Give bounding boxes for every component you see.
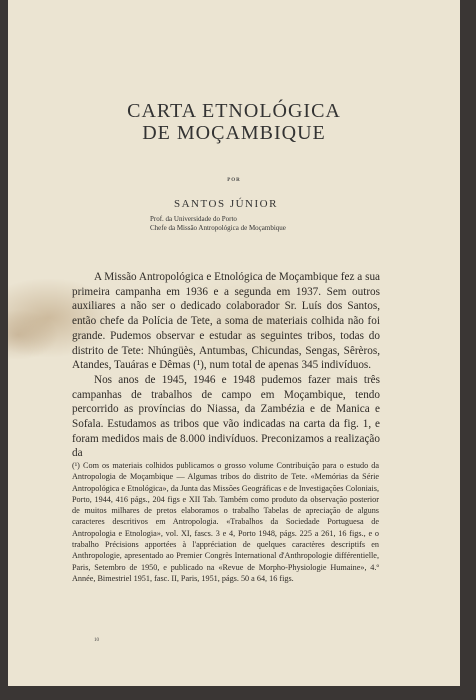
- title-line-2: DE MOÇAMBIQUE: [142, 122, 326, 144]
- footnote: (¹) Com os materiais colhidos publicamos o grosso volume Contribuição para o estudo da Antropologia de Moçambique — Algumas tribos do distrito de Tete. «Memórias da Série Antropológica e Etnológica», da Junta das Missões Geográficas e de Investigações Coloniais, Porto, 1944, 416 págs., 204 figs e XII Tab. Também como produto da observação posterior de muitos milhares de pretos elaboramos o trabalho Tabelas de apreciação de alguns caracteres descritivos em Antropologia. «Trabalhos da Sociedade Portuguesa de Antropologia e Etnologia», vol. XI, fascs. 3 e 4, Porto 1948, págs. 225 a 261, 16 figs., e o trabalho Précisions apportées à l'appréciation de quelques caractères descriptifs en Anthropologie, apresentado ao Premier Congrès International d'Anthropologie différentielle, Paris, Setembro de 1950, e publicado na «Revue de Morpho-Physiologie Humaine», 4.º Année, Bimestriel 1951, fasc. II, Paris, 1951, págs. 50 a 64, 16 figs.: [72, 461, 379, 583]
- body-text: [72, 270, 380, 461]
- author-affiliation-1: Prof. da Universidade do Porto: [150, 215, 237, 223]
- author-name: SANTOS JÚNIOR: [174, 198, 278, 210]
- title-line-1: CARTA ETNOLÓGICA: [127, 100, 341, 122]
- paragraph-2: Nos anos de 1945, 1946 e 1948 pudemos fazer mais três campanhas de trabalhos de campo em Moçambique, tendo percorrido as províncias do Niassa, da Zambézia e de Manica e Sofala. Estudamos as tribos que vão indicadas na carta da fig. 1, e foram medidos mais de 8.000 indivíduos. Preconizamos a realização da: [72, 373, 380, 460]
- page-number: 10: [94, 638, 99, 643]
- paragraph-1: A Missão Antropológica e Etnológica de Moçambique fez a sua primeira campanha em 1936 e a segunda em 1937. Sem outros auxiliares a não ser o dedicado colaborador Sr. Luís dos Santos, então chefe da Polícia de Tete, a soma de materiais colhida não foi grande. Pudemos observar e estudar as seguintes tribos, todas do distrito de Tete: Nhúngüès, Antumbas, Chicundas, Sengas, Sêrèros, Atandes, Tauáras e Dêmas (¹), num total de apenas 345 indivíduos.: [72, 271, 380, 372]
- author-affiliation-2: Chefe da Missão Antropológica de Moçambique: [150, 224, 286, 232]
- document-page: [8, 0, 460, 686]
- byline-prefix: POR: [227, 178, 241, 183]
